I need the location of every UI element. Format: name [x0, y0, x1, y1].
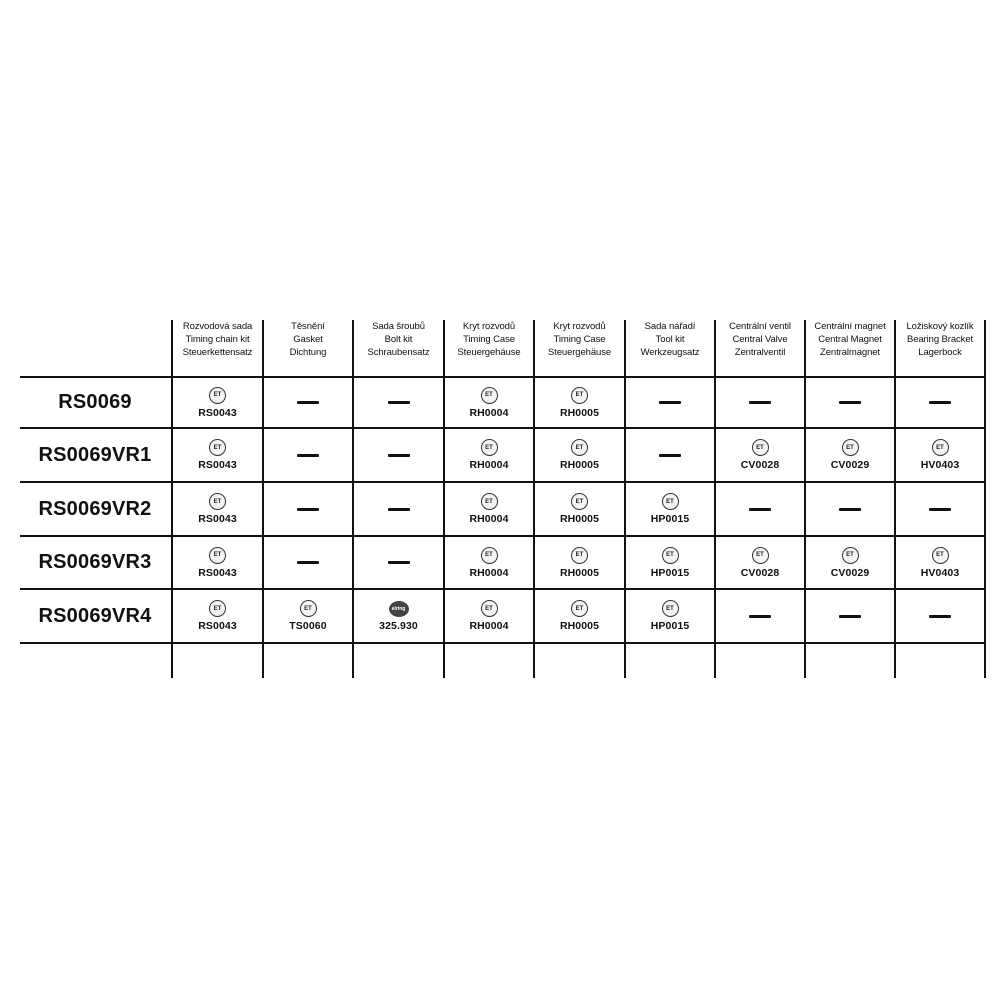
et-brand-icon: ET: [932, 439, 949, 456]
part-cell: [172, 428, 263, 482]
et-brand-icon: ET: [209, 493, 226, 510]
part-cell: [172, 377, 263, 428]
et-brand-icon: ET: [571, 547, 588, 564]
part-cell: [444, 536, 534, 589]
column-header-line: Dichtung: [289, 347, 327, 358]
not-applicable-dash: [388, 561, 410, 564]
row-label: RS0069VR3: [38, 551, 152, 573]
et-brand-icon: ET: [752, 439, 769, 456]
empty-cell: [895, 589, 985, 643]
column-header-line: Kryt rozvodů: [462, 321, 516, 332]
et-brand-icon: ET: [842, 439, 859, 456]
part-cell: [895, 428, 985, 482]
column-header-line: Centrální magnet: [814, 321, 886, 332]
et-brand-icon: ET: [571, 439, 588, 456]
column-header-line: Steuerkettensatz: [182, 347, 253, 358]
not-applicable-dash: [929, 508, 951, 511]
row-label: RS0069VR1: [38, 443, 152, 466]
part-code: CV0028: [740, 459, 780, 471]
column-header-line: Sada nářadí: [644, 321, 696, 332]
empty-cell: [715, 482, 805, 536]
part-cell: [805, 428, 895, 482]
not-applicable-dash: [929, 401, 951, 404]
not-applicable-dash: [297, 454, 319, 457]
not-applicable-dash: [749, 615, 771, 618]
part-code: HV0403: [920, 566, 960, 579]
part-code: RS0043: [198, 459, 237, 471]
not-applicable-dash: [388, 508, 410, 511]
not-applicable-dash: [297, 508, 319, 511]
part-cell: [444, 428, 534, 482]
et-brand-icon: ET: [209, 600, 226, 617]
part-code: CV0029: [830, 459, 870, 471]
part-code: RH0004: [469, 566, 509, 579]
row-label: RS0069VR2: [38, 497, 152, 520]
part-code: RH0005: [559, 406, 600, 419]
empty-cell: [715, 589, 805, 643]
part-cell: [715, 428, 805, 482]
not-applicable-dash: [388, 454, 410, 457]
row-label: RS0069: [58, 391, 132, 413]
empty-cell: [353, 377, 444, 428]
column-header-line: Lagerbock: [918, 347, 962, 358]
empty-cell: [263, 428, 353, 482]
part-cell: [625, 482, 715, 536]
part-cell: [625, 536, 715, 589]
column-header-line: Central Valve: [732, 334, 788, 345]
not-applicable-dash: [839, 615, 861, 618]
et-brand-icon: ET: [300, 600, 317, 617]
elring-brand-icon: elring: [389, 601, 409, 617]
et-brand-icon: ET: [571, 493, 588, 510]
part-cell: [534, 482, 625, 536]
part-cell: [805, 536, 895, 589]
not-applicable-dash: [749, 508, 771, 511]
part-cell: [444, 589, 534, 643]
empty-cell: [895, 482, 985, 536]
et-brand-icon: ET: [662, 547, 679, 564]
part-cell: [172, 589, 263, 643]
part-cell: [172, 536, 263, 589]
part-code: RS0043: [198, 406, 237, 419]
column-header: [534, 320, 625, 372]
et-brand-icon: ET: [932, 547, 949, 564]
column-header-line: Timing Case: [463, 334, 515, 345]
part-code: RS0043: [198, 566, 237, 579]
not-applicable-dash: [839, 401, 861, 404]
part-code: RH0004: [469, 513, 509, 525]
column-header-line: Tool kit: [655, 334, 685, 345]
column-header: [715, 320, 805, 372]
et-brand-icon: ET: [662, 493, 679, 510]
empty-cell: [625, 377, 715, 428]
column-header-line: Centrální ventil: [729, 321, 791, 332]
part-cell: [625, 589, 715, 643]
empty-cell: [805, 482, 895, 536]
empty-cell: [353, 482, 444, 536]
et-brand-icon: ET: [752, 547, 769, 564]
empty-cell: [625, 428, 715, 482]
part-cell: [172, 482, 263, 536]
column-header-line: Steuergehäuse: [547, 347, 612, 358]
column-header-line: Kryt rozvodů: [553, 321, 606, 332]
part-code: RH0005: [559, 459, 600, 471]
empty-cell: [353, 536, 444, 589]
et-brand-icon: ET: [842, 547, 859, 564]
part-code: RH0004: [469, 406, 509, 419]
part-code: TS0060: [289, 620, 327, 632]
column-header-line: Timing chain kit: [185, 334, 250, 345]
part-code: RS0043: [198, 620, 237, 632]
part-cell: [534, 536, 625, 589]
column-header-line: Werkzeugsatz: [640, 347, 700, 358]
column-header-line: Zentralventil: [734, 347, 786, 358]
empty-cell: [805, 377, 895, 428]
column-header: [895, 320, 985, 372]
part-cell: [895, 536, 985, 589]
et-brand-icon: ET: [481, 439, 498, 456]
column-header-line: Schraubensatz: [367, 347, 430, 358]
not-applicable-dash: [388, 401, 410, 404]
part-code: RH0004: [469, 620, 509, 632]
part-code: HP0015: [650, 566, 690, 579]
not-applicable-dash: [659, 454, 681, 457]
column-header-line: Těsnění: [291, 321, 325, 332]
not-applicable-dash: [749, 401, 771, 404]
column-header-line: Sada šroubů: [372, 321, 425, 332]
empty-cell: [263, 482, 353, 536]
et-brand-icon: ET: [571, 387, 588, 404]
part-code: RH0005: [559, 566, 600, 579]
part-cell: [444, 482, 534, 536]
et-brand-icon: ET: [209, 547, 226, 564]
empty-cell: [263, 536, 353, 589]
column-header-line: Steuergehäuse: [457, 347, 521, 358]
column-header: [625, 320, 715, 372]
part-cell: [444, 377, 534, 428]
column-header-line: Timing Case: [553, 334, 606, 345]
empty-cell: [895, 377, 985, 428]
part-code: HP0015: [650, 513, 690, 525]
part-cell: [715, 536, 805, 589]
et-brand-icon: ET: [481, 600, 498, 617]
not-applicable-dash: [297, 561, 319, 564]
part-code: HP0015: [650, 620, 690, 632]
et-brand-icon: ET: [481, 387, 498, 404]
empty-cell: [353, 428, 444, 482]
empty-cell: [805, 589, 895, 643]
column-header-line: Central Magnet: [818, 334, 882, 345]
et-brand-icon: ET: [481, 493, 498, 510]
column-header-line: Ložiskový kozlík: [906, 321, 974, 332]
part-cell: [353, 589, 444, 643]
et-brand-icon: ET: [662, 600, 679, 617]
part-code: RS0043: [198, 513, 237, 525]
part-code: CV0029: [830, 566, 870, 579]
empty-cell: [263, 377, 353, 428]
not-applicable-dash: [297, 401, 319, 404]
et-brand-icon: ET: [571, 600, 588, 617]
column-header: [353, 320, 444, 372]
column-header-line: Zentralmagnet: [820, 347, 880, 358]
part-code: CV0028: [740, 566, 780, 579]
column-header-line: Bearing Bracket: [906, 334, 974, 345]
part-code: HV0403: [920, 459, 960, 471]
part-code: RH0004: [469, 459, 509, 471]
column-header: [172, 320, 263, 372]
column-header: [263, 320, 353, 372]
empty-cell: [715, 377, 805, 428]
part-code: 325.930: [379, 619, 418, 632]
part-code: RH0005: [559, 513, 600, 525]
column-header-line: Bolt kit: [384, 334, 413, 345]
part-cell: [534, 428, 625, 482]
not-applicable-dash: [929, 615, 951, 618]
row-label: RS0069VR4: [38, 604, 152, 627]
not-applicable-dash: [659, 401, 681, 404]
column-header-line: Gasket: [293, 334, 323, 345]
not-applicable-dash: [839, 508, 861, 511]
part-cell: [534, 589, 625, 643]
column-header: [805, 320, 895, 372]
part-cell: [534, 377, 625, 428]
et-brand-icon: ET: [209, 439, 226, 456]
column-header-line: Rozvodová sada: [182, 321, 253, 332]
part-cell: [263, 589, 353, 643]
column-header: [444, 320, 534, 372]
et-brand-icon: ET: [481, 547, 498, 564]
et-brand-icon: ET: [209, 387, 226, 404]
part-code: RH0005: [559, 620, 600, 632]
